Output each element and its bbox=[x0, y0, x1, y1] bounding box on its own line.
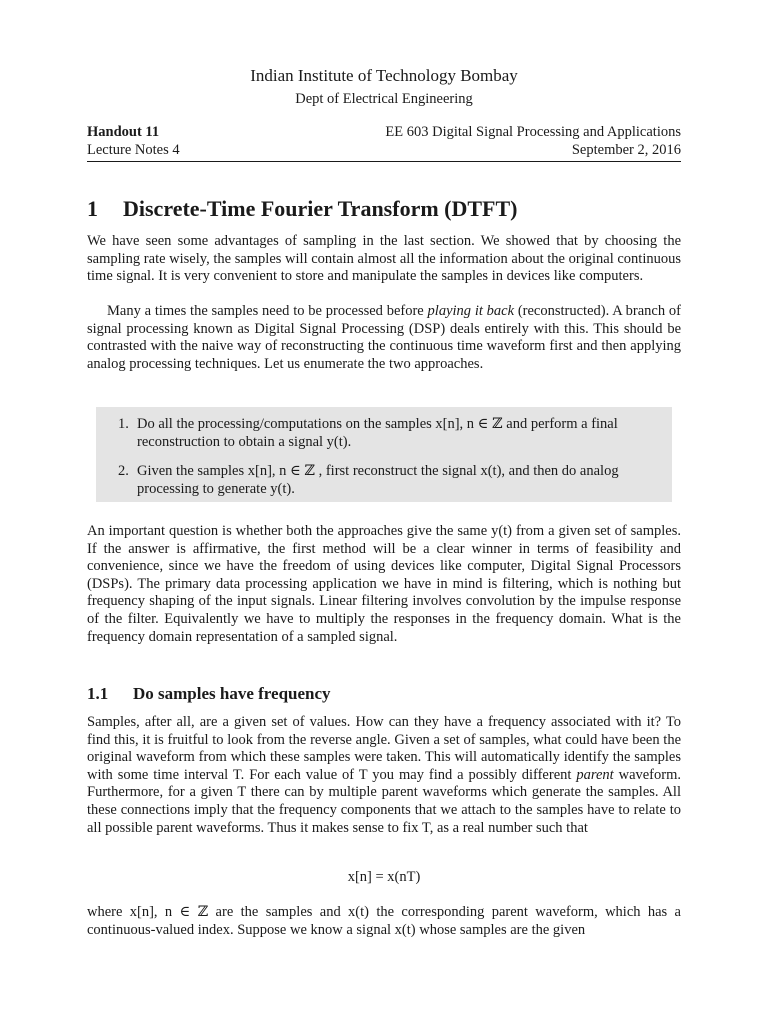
subsection-heading bbox=[87, 684, 331, 704]
section-title: Discrete-Time Fourier Transform (DTFT) bbox=[123, 196, 518, 221]
list-item-text: Given the samples x[n], n ∈ ℤ , first reconstruct the signal x(t), and then do analog processing to generate y(t). bbox=[137, 463, 619, 497]
closing-paragraph: where x[n], n ∈ ℤ are the samples and x(t) the corresponding parent waveform, which has a continuous-valued index. Suppose we know a signal x(t) whose samples are the given bbox=[87, 904, 681, 938]
list-item-number: 2. bbox=[118, 463, 129, 479]
list-item-text: Do all the processing/computations on the samples x[n], n ∈ ℤ and perform a final reconstruction to obtain a signal y(t). bbox=[137, 416, 618, 450]
section-heading bbox=[87, 196, 518, 222]
approaches-text-post: (reconstructed). A branch of signal processing known as Digital Signal Processing (DSP) deals entirely with this. This should be contrasted with the naive way of reconstructing the continuous time waveform first and then applying analog processing techniques. Let us enumerate the two approaches. bbox=[87, 303, 681, 372]
date-label: September 2, 2016 bbox=[571, 142, 681, 158]
approaches-text-pre: Many a times the samples need to be processed before bbox=[107, 303, 428, 319]
subsection-number: 1.1 bbox=[87, 684, 109, 703]
intro-paragraph: We have seen some advantages of sampling in the last section. We showed that by choosing the sampling rate wisely, the samples will contain almost all the information about the original continuous time signal. It is very convenient to store and manipulate the samples in devices like computers. bbox=[87, 233, 681, 285]
question-paragraph: An important question is whether both the approaches give the same y(t) from a given set of samples. If the answer is affirmative, the first method will be a clear winner in terms of feasibility and convenience, since we have the freedom of using devices like computer, Digital Signal Processors (DSPs). The primary data processing application we have in mind is filtering, which is nothing but frequency shaping of the input signals. Linear filtering involves convolution by the impulse response of the filter. Equivalently we have to multiply the responses in the frequency domain. What is the frequency domain representation of a sampled signal. bbox=[87, 523, 681, 645]
institute-name: Indian Institute of Technology Bombay bbox=[250, 66, 518, 85]
handout-label: Handout 11 bbox=[87, 124, 160, 140]
department-name: Dept of Electrical Engineering bbox=[295, 91, 473, 107]
samples-emphasis: parent bbox=[576, 766, 614, 783]
lecture-label: Lecture Notes 4 bbox=[87, 142, 180, 158]
subsection-title: Do samples have frequency bbox=[133, 684, 331, 703]
approaches-paragraph bbox=[87, 303, 681, 373]
sampling-equation: x[n] = x(nT) bbox=[347, 869, 421, 885]
section-number: 1 bbox=[87, 196, 98, 221]
samples-paragraph bbox=[87, 714, 681, 837]
list-item bbox=[118, 416, 657, 451]
approaches-emphasis: playing it back bbox=[427, 303, 515, 319]
list-item bbox=[118, 463, 657, 498]
samples-text-post: waveform. Furthermore, for a given T there can by multiple parent waveforms which generate the samples. All these connections imply that the frequency components that we attach to the samples have to relate to all possible parent waveforms. Thus it makes sense to fix T, as a real number such that bbox=[87, 766, 681, 836]
samples-text-pre: Samples, after all, are a given set of values. How can they have a frequency associated with it? To find this, it is fruitful to look from the reverse angle. Given a set of samples, what could have been the original waveform from which these samples were taken. This will automatically identify the samples with some time interval T. For each value of T you may find a possibly different bbox=[87, 714, 681, 783]
header-divider bbox=[87, 161, 681, 162]
course-title: EE 603 Digital Signal Processing and Applications bbox=[385, 124, 681, 140]
list-item-number: 1. bbox=[118, 416, 129, 432]
